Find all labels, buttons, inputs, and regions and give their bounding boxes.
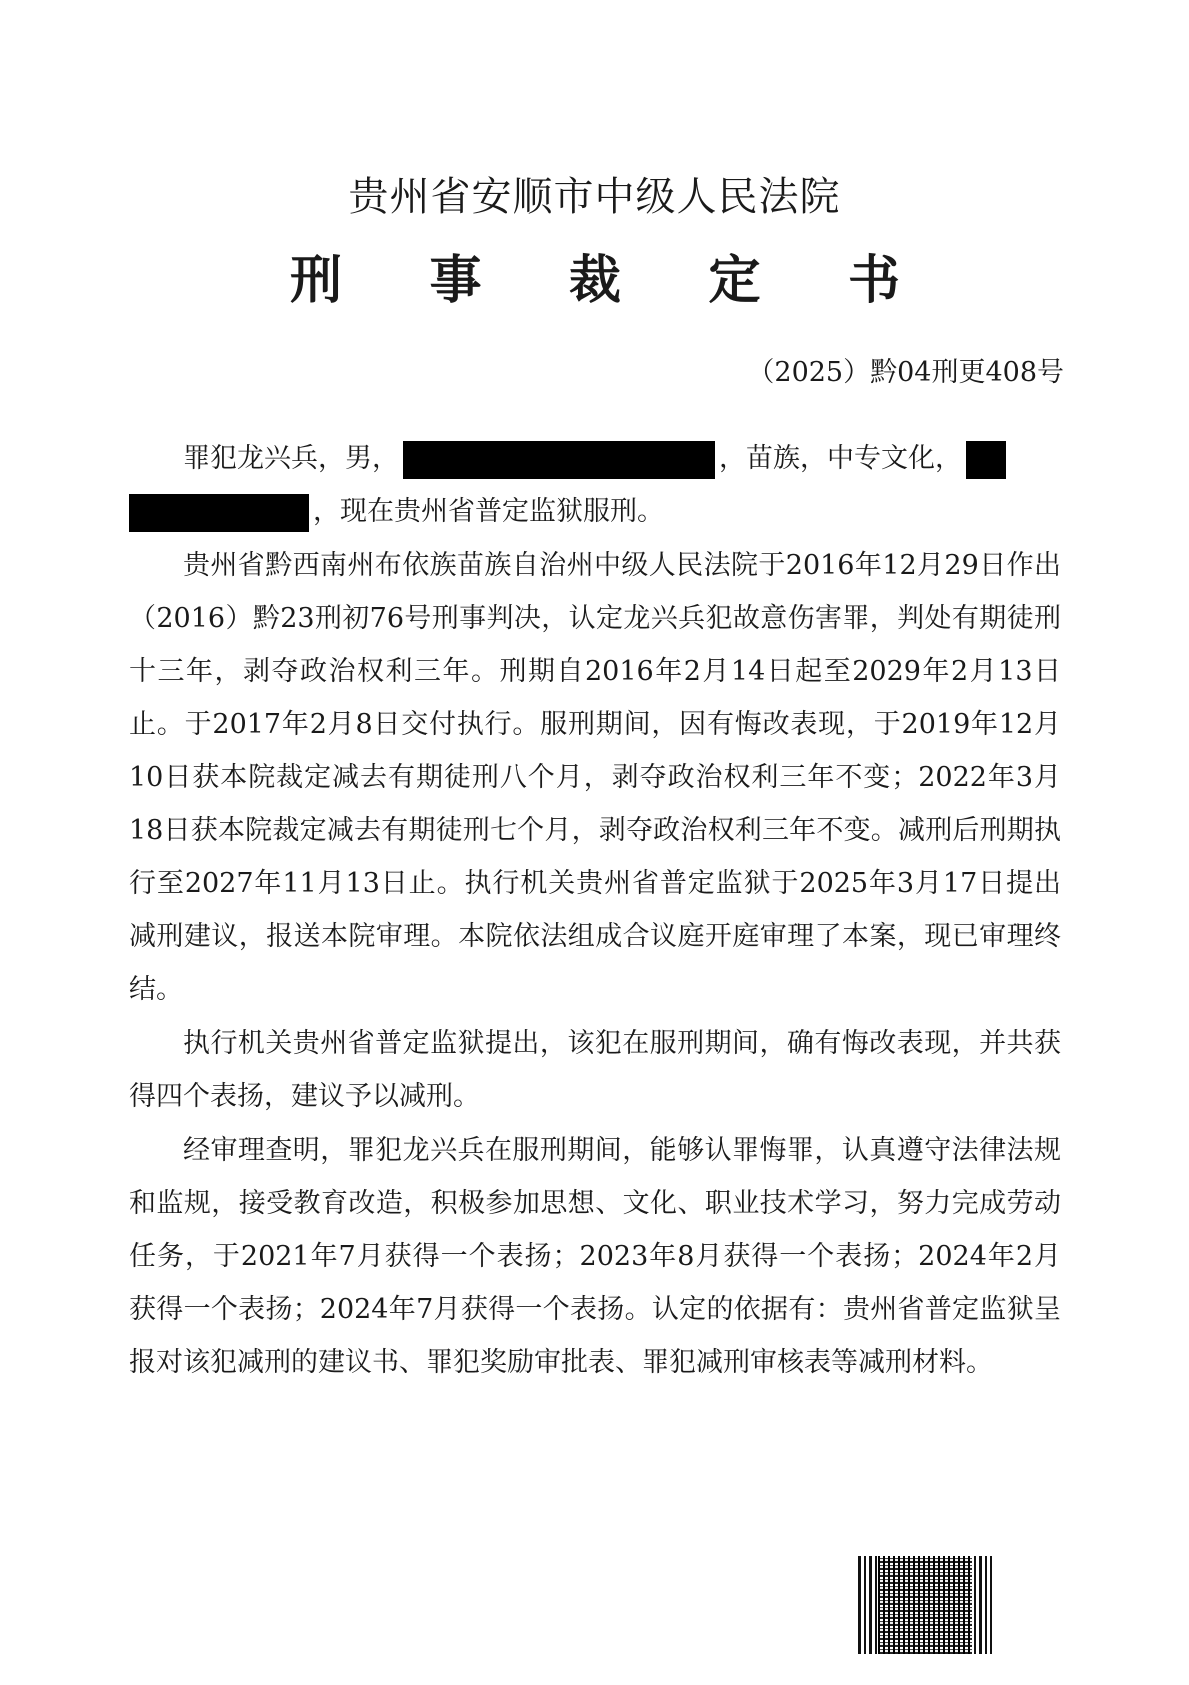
document-title bbox=[290, 238, 900, 313]
paragraph-sentence-history: 贵州省黔西南州布依族苗族自治州中级人民法院于2016年12月29日作出（2016）黔23刑初76号刑事判决，认定龙兴兵犯故意伤害罪，判处有期徒刑十三年，剥夺政治权利三年。刑期自2016年2月14日起至2029年2月13日止。于2017年2月8日交付执行。服刑期间，因有悔改表现，于2019年12月10日获本院裁定减去有期徒刑八个月，剥夺政治权利三年不变；2022年3月18日获本院裁定减去有期徒刑七个月，剥夺政治权利三年不变。减刑后刑期执行至2027年11月13日止。执行机关贵州省普定监狱于2025年3月17日提出减刑建议，报送本院审理。本院依法组成合议庭开庭审理了本案，现已审理终结。 bbox=[129, 550, 1061, 1005]
title-char: 刑 bbox=[290, 251, 343, 311]
court-name: 贵州省安顺市中级人民法院 bbox=[348, 174, 841, 220]
paragraph-text: ，苗族，中专文化， bbox=[719, 443, 962, 474]
barcode-icon bbox=[858, 1556, 992, 1654]
redaction-block bbox=[403, 441, 715, 479]
paragraph-text: 罪犯龙兴兵，男， bbox=[183, 443, 399, 474]
paragraph-defendant-info bbox=[129, 432, 1061, 538]
paragraph-findings: 经审理查明，罪犯龙兴兵在服刑期间，能够认罪悔罪，认真遵守法律法规和监规，接受教育改造，积极参加思想、文化、职业技术学习，努力完成劳动任务，于2021年7月获得一个表扬；2023年8月获得一个表扬；2024年2月获得一个表扬；2024年7月获得一个表扬。认定的依据有：贵州省普定监狱呈报对该犯减刑的建议书、罪犯奖励审批表、罪犯减刑审核表等减刑材料。 bbox=[129, 1135, 1061, 1378]
title-char: 裁 bbox=[568, 251, 621, 311]
redaction-block bbox=[966, 441, 1006, 479]
case-number: （2025）黔04刑更408号 bbox=[747, 357, 1064, 388]
title-char: 书 bbox=[847, 251, 900, 311]
paragraph-prison-proposal: 执行机关贵州省普定监狱提出，该犯在服刑期间，确有悔改表现，并共获得四个表扬，建议予以减刑。 bbox=[129, 1028, 1061, 1112]
document-body bbox=[129, 432, 1061, 1390]
redaction-block bbox=[129, 494, 309, 532]
paragraph-text: ，现在贵州省普定监狱服刑。 bbox=[313, 496, 664, 527]
title-char: 事 bbox=[429, 251, 482, 311]
title-char: 定 bbox=[708, 251, 761, 311]
